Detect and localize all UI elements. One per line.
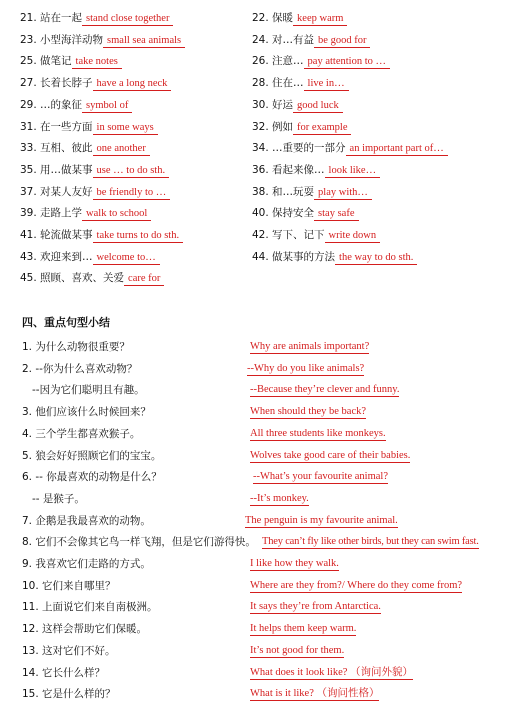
vocab-chinese: 37. 对某人友好: [20, 185, 93, 198]
sentence-chinese: 9. 我喜欢它们走路的方式。: [22, 558, 151, 570]
vocab-answer: stand close together: [82, 12, 173, 26]
sentence-english: All three students like monkeys.: [250, 427, 386, 439]
vocab-chinese: 43. 欢迎来到…: [20, 250, 93, 263]
sentence-item: [0, 597, 518, 617]
vocab-answer: have a long neck: [93, 77, 172, 91]
vocab-answer: look like…: [325, 164, 381, 178]
sentence-english: Where are they from?/ Where do they come from?: [250, 579, 463, 591]
vocab-item: [20, 268, 164, 288]
vocab-chinese: 35. 用…做某事: [20, 163, 93, 176]
vocab-chinese: 23. 小型海洋动物: [20, 33, 104, 46]
sentence-chinese: 13. 这对它们不好。: [22, 644, 116, 657]
vocab-chinese: 40. 保持安全: [252, 207, 315, 220]
vocab-answer: an important part of…: [346, 142, 448, 156]
sentence-english: It’s not good for them.: [250, 644, 345, 656]
sentence-english: --Why do you like animals?: [247, 362, 365, 374]
vocab-item: [20, 30, 185, 50]
sentence-english: I like how they walk.: [250, 558, 339, 569]
vocab-item: [20, 117, 158, 137]
vocab-chinese: 41. 轮流做某事: [20, 229, 93, 241]
sentence-item: [0, 380, 518, 400]
vocab-answer: keep warm: [293, 12, 347, 26]
vocab-chinese: 30. 好运: [252, 98, 294, 111]
vocab-item: [20, 138, 150, 158]
sentence-english: Wolves take good care of their babies.: [250, 449, 411, 461]
sentence-item: [0, 663, 518, 683]
vocab-item: [252, 203, 359, 223]
sentence-item: [0, 402, 518, 422]
sentence-item: [0, 532, 518, 552]
sentence-chinese: --因为它们聪明且有趣。: [22, 384, 145, 397]
sentence-english: What is it like? （询问性格）: [250, 688, 380, 700]
sentence-english: --Because they’re clever and funny.: [250, 384, 400, 396]
vocab-item: [252, 160, 380, 180]
vocab-answer: care for: [124, 272, 164, 286]
vocab-answer: the way to do sth.: [335, 251, 417, 265]
sentence-english: It says they’re from Antarctica.: [250, 601, 381, 613]
vocab-answer: play with…: [314, 186, 372, 200]
vocab-chinese: 44. 做某事的方法: [252, 250, 336, 263]
sentence-item: [0, 359, 518, 379]
sentence-item: [0, 337, 518, 357]
vocab-item: [20, 95, 132, 115]
vocab-answer: one another: [93, 142, 150, 156]
sentence-item: [0, 576, 518, 596]
vocab-item: [20, 225, 183, 245]
sentence-item: [0, 641, 518, 661]
vocab-chinese: 29. …的象征: [20, 98, 83, 111]
sentence-english: The penguin is my favourite animal.: [245, 514, 398, 526]
vocab-item: [20, 73, 171, 93]
vocab-item: [20, 8, 173, 28]
vocab-item: [20, 203, 151, 223]
vocab-answer: use … to do sth.: [93, 164, 170, 178]
sentence-chinese: 7. 企鹅是我最喜欢的动物。: [22, 514, 151, 527]
sentence-item: [0, 684, 518, 704]
sentence-chinese: 8. 它们不会像其它鸟一样飞翔，但是它们游得快。: [22, 536, 256, 549]
vocab-chinese: 38. 和…玩耍: [252, 185, 315, 198]
sentence-chinese: 1. 为什么动物很重要？: [22, 341, 130, 353]
vocab-item: [252, 30, 370, 50]
vocab-item: [252, 225, 380, 245]
vocab-answer: take notes: [72, 55, 122, 69]
sentence-english: What does it look like? （询问外貌）: [250, 666, 414, 678]
sentence-chinese: 6. -- 你最喜欢的动物是什么？: [22, 471, 162, 484]
vocab-answer: stay safe: [314, 207, 358, 221]
sentence-item: [0, 467, 518, 487]
vocab-chinese: 36. 看起来像…: [252, 163, 325, 176]
vocab-answer: small sea animals: [103, 34, 185, 48]
vocab-answer: be friendly to …: [93, 186, 171, 200]
vocab-item: [252, 117, 351, 137]
sentence-chinese: 4. 三个学生都喜欢猴子。: [22, 427, 141, 440]
vocab-chinese: 31. 在一些方面: [20, 120, 93, 133]
vocab-answer: walk to school: [82, 207, 151, 221]
vocab-chinese: 39. 走路上学: [20, 207, 83, 220]
vocab-answer: pay attention to …: [304, 55, 390, 69]
vocab-item: [252, 247, 417, 267]
sentence-english: It helps them keep warm.: [250, 623, 357, 635]
vocab-answer: symbol of: [82, 99, 132, 113]
vocab-chinese: 34. …重要的一部分: [252, 142, 346, 155]
sentence-item: [0, 511, 518, 531]
sentence-chinese: -- 是猴子。: [22, 492, 85, 505]
vocab-chinese: 32. 例如: [252, 120, 294, 133]
vocab-answer: live in…: [304, 77, 349, 91]
vocab-chinese: 21. 站在一起: [20, 12, 83, 24]
vocab-chinese: 22. 保暖: [252, 12, 294, 24]
vocab-answer: take turns to do sth.: [93, 229, 184, 243]
sentence-chinese: 5. 狼会好好照顾它们的宝宝。: [22, 449, 162, 462]
sentence-item: [0, 424, 518, 444]
vocab-chinese: 28. 住在…: [252, 77, 304, 90]
sentence-chinese: 14. 它长什么样？: [22, 666, 106, 679]
vocab-item: [20, 247, 160, 267]
sentence-chinese: 12. 这样会帮助它们保暖。: [22, 623, 148, 636]
vocab-item: [20, 51, 122, 71]
vocab-answer: be good for: [314, 34, 370, 48]
sentence-english: --What’s your favourite animal?: [253, 471, 388, 483]
sentence-chinese: 11. 上面说它们来自南极洲。: [22, 601, 158, 614]
vocab-answer: for example: [293, 121, 351, 135]
vocab-chinese: 33. 互相、彼此: [20, 142, 93, 155]
vocab-chinese: 25. 做笔记: [20, 55, 72, 68]
vocab-chinese: 24. 对…有益: [252, 33, 315, 46]
vocab-chinese: 26. 注意…: [252, 55, 304, 68]
vocab-answer: good luck: [293, 99, 343, 113]
vocab-chinese: 27. 长着长脖子: [20, 77, 93, 90]
vocab-item: [252, 73, 349, 93]
section-title: 四、重点句型小结: [22, 316, 110, 329]
sentence-item: [0, 554, 518, 574]
sentence-item: [0, 489, 518, 509]
vocab-answer: in some ways: [93, 121, 158, 135]
sentence-chinese: 3. 他们应该什么时候回来？: [22, 406, 151, 419]
vocab-chinese: 45. 照顾、喜欢、关爱: [20, 272, 125, 285]
vocab-chinese: 42. 写下、记下: [252, 229, 325, 241]
sentence-english: --It’s monkey.: [250, 492, 309, 504]
vocab-item: [252, 95, 343, 115]
vocab-item: [252, 8, 347, 28]
vocab-item: [252, 138, 448, 158]
vocab-answer: write down: [325, 229, 381, 243]
vocab-item: [252, 182, 372, 202]
vocab-item: [20, 182, 170, 202]
sentence-item: [0, 446, 518, 466]
sentence-chinese: 10. 它们来自哪里？: [22, 579, 116, 592]
vocab-answer: welcome to…: [93, 251, 160, 265]
sentence-item: [0, 619, 518, 639]
sentence-chinese: 2. --你为什么喜欢动物？: [22, 362, 138, 375]
sentence-english: Why are animals important?: [250, 341, 370, 352]
vocab-item: [252, 51, 390, 71]
sentence-chinese: 15. 它是什么样的？: [22, 688, 116, 701]
vocab-item: [20, 160, 169, 180]
sentence-english: When should they be back?: [250, 406, 367, 418]
sentence-english: They can’t fly like other birds, but they can swim fast.: [262, 536, 479, 548]
